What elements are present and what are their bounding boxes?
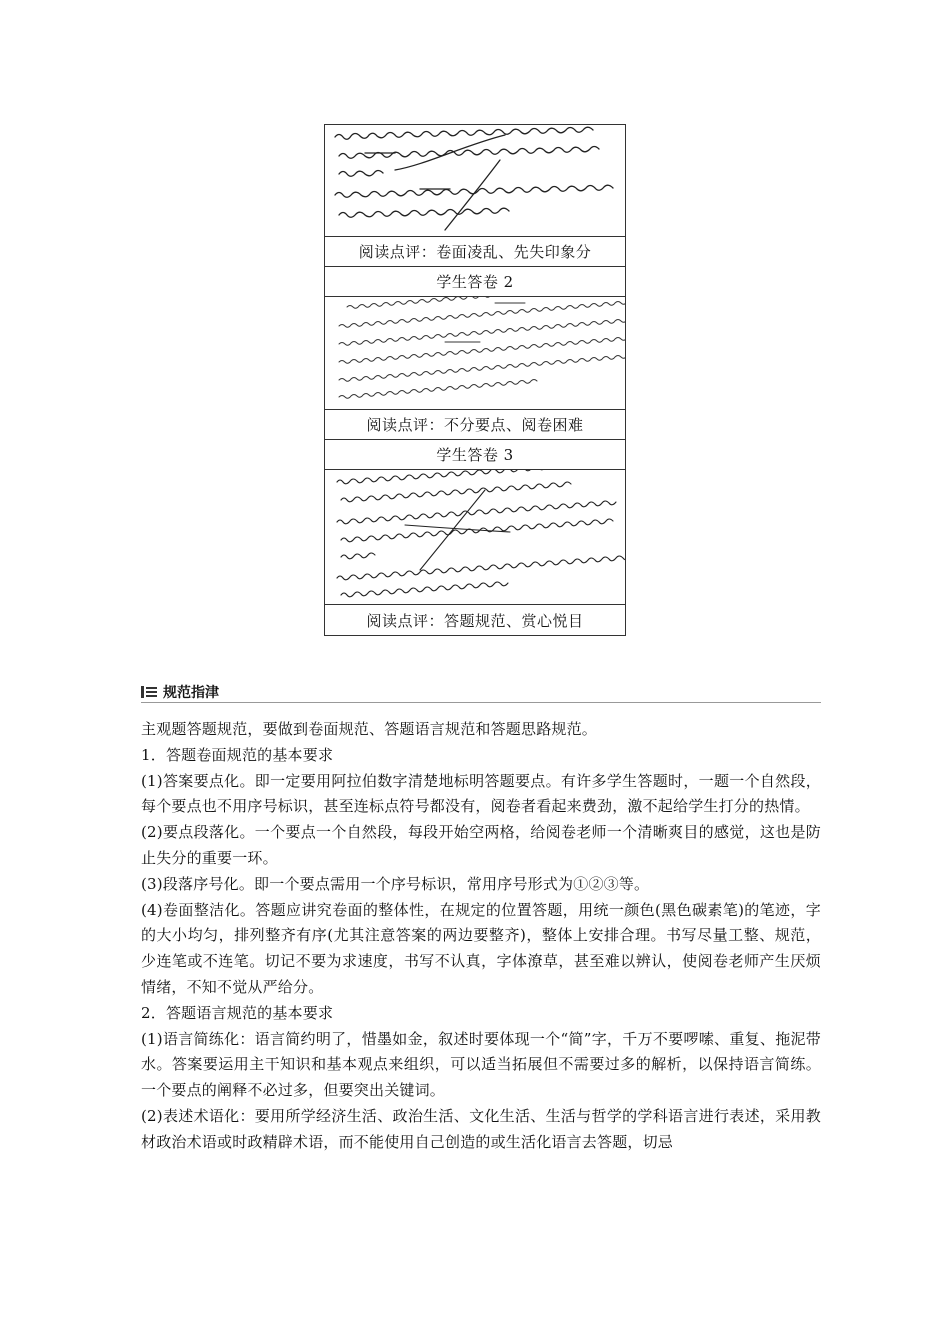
heading-language-requirements: 2．答题语言规范的基本要求: [141, 1003, 334, 1022]
paragraph-point-1: (1)答案要点化。即一定要用阿拉伯数字清楚地标明答题要点。有许多学生答题时，一题一个自然段，每个要点也不用序号标识，甚至连标点符号都没有，阅卷者看起来费劲，激不起给学生打分的热情。: [141, 771, 821, 816]
heading-paper-requirements: 1．答题卷面规范的基本要求: [141, 745, 334, 764]
paragraph-point-2: (2)要点段落化。一个要点一个自然段，每段开始空两格，给阅卷老师一个清晰爽目的感觉，这也是防止失分的重要一环。: [141, 823, 821, 867]
section-title: 规范指津: [163, 685, 219, 701]
handwritten-answer-3-image: [325, 470, 625, 605]
handwriting-scan-2: [325, 297, 625, 409]
handwriting-scan-1: [325, 125, 625, 236]
guidance-body: [141, 717, 821, 1156]
handwritten-answer-1-image: [325, 125, 625, 237]
sample-2-title: 学生答卷 2: [325, 267, 625, 297]
student-answer-samples-table: [324, 124, 626, 636]
paragraph-language-2: (2)表述术语化：要用所学经济生活、政治生活、文化生活、生活与哲学的学科语言进行表述，采用教材政治术语或时政精辟术语，而不能使用自己创造的或生活化语言去答题，切忌: [141, 1106, 821, 1151]
comment-row-1: 阅读点评：卷面凌乱、先失印象分: [325, 237, 625, 267]
section-divider: [141, 702, 821, 703]
paragraph-point-4: (4)卷面整洁化。答题应讲究卷面的整体性，在规定的位置答题，用统一颜色(黑色碳素笔)的笔迹，字的大小均匀，排列整齐有序(尤其注意答案的两边要整齐)，整体上安排合理。书写尽量工整、规范，少连笔或不连笔。切记不要为求速度，书写不认真，字体潦草，甚至难以辨认，使阅卷老师产生厌烦情绪，不知不觉从严给分。: [141, 900, 821, 996]
section-heading: [141, 682, 219, 702]
paragraph-language-1: (1)语言简练化：语言简约明了，惜墨如金，叙述时要体现一个“简”字，千万不要啰嗦、重复、拖泥带水。答案要运用主干知识和基本观点来组织，可以适当拓展但不需要过多的解析，以保持语言简练。一个要点的阐释不必过多，但要突出关键词。: [141, 1029, 821, 1100]
handwritten-answer-2-image: [325, 297, 625, 410]
sample-3-title: 学生答卷 3: [325, 440, 625, 470]
comment-row-3: 阅读点评：答题规范、赏心悦目: [366, 611, 584, 630]
intro-paragraph: 主观题答题规范，要做到卷面规范、答题语言规范和答题思路规范。: [141, 720, 598, 738]
section-list-icon: [141, 686, 157, 698]
comment-row-2: 阅读点评：不分要点、阅卷困难: [325, 410, 625, 440]
handwriting-scan-3: [325, 470, 625, 604]
paragraph-point-3: (3)段落序号化。即一个要点需用一个序号标识，常用序号形式为①②③等。: [141, 874, 650, 893]
